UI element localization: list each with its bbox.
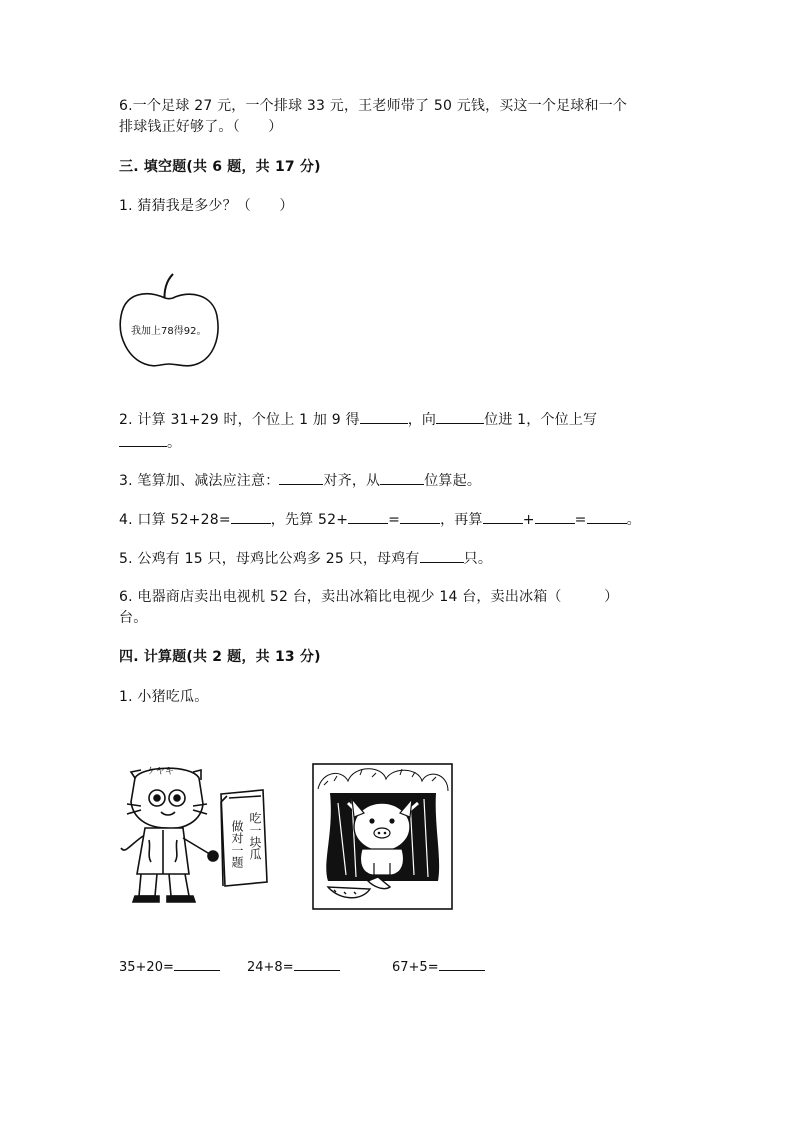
fill-q1: 1. 猜猜我是多少？（ ） — [119, 198, 294, 214]
fill-q4-blank-6[interactable] — [587, 509, 627, 524]
fill-q2-line2 — [119, 432, 181, 453]
judge-q6-line2: 排球钱正好够了。（ ） — [119, 119, 283, 135]
fill-q4-blank-4[interactable] — [483, 509, 523, 524]
calc-problem-2 — [247, 958, 340, 975]
fill-q3-text-a: 3. 笔算加、减法应注意： — [119, 473, 280, 489]
fill-q5-text-a: 5. 公鸡有 15 只，母鸡比公鸡多 25 只，母鸡有 — [119, 551, 420, 567]
fill-q4-text-g: 。 — [626, 512, 641, 528]
fill-q6-line2: 台。 — [119, 610, 148, 626]
fill-q3-text-b: 对齐，从 — [323, 473, 381, 489]
calc-problem-3 — [392, 958, 485, 975]
section3-heading: 三. 填空题(共 6 题，共 17 分) — [119, 159, 321, 175]
fill-q4-text-c: = — [388, 512, 401, 528]
calc-problem-1-text: 35+20= — [119, 960, 174, 975]
calc-q1: 1. 小猪吃瓜。 — [119, 689, 209, 705]
fill-q3 — [119, 470, 481, 491]
fill-q4-text-d: ，再算 — [440, 512, 483, 528]
fill-q3-text-c: 位算起。 — [424, 473, 482, 489]
fill-q2-text-a: 2. 计算 31+29 时，个位上 1 加 9 得 — [119, 412, 360, 428]
calc-problem-2-blank[interactable] — [294, 958, 340, 971]
tiger-hat-text: ケヤキ — [147, 767, 174, 777]
fill-q3-blank-1[interactable] — [279, 470, 323, 485]
sign-text-col1: 吃一块瓜 — [248, 812, 262, 860]
pig-watermelon-illustration — [312, 763, 454, 911]
fill-q2-blank-2[interactable] — [436, 409, 484, 424]
fill-q4-blank-2[interactable] — [348, 509, 388, 524]
fill-q5 — [119, 548, 492, 569]
fill-q6-line1: 6. 电器商店卖出电视机 52 台，卖出冰箱比电视少 14 台，卖出冰箱（ ） — [119, 589, 619, 605]
fill-q4-text-f: = — [574, 512, 587, 528]
calc-problem-2-text: 24+8= — [247, 960, 294, 975]
fill-q4-blank-1[interactable] — [231, 509, 271, 524]
calc-problem-1-blank[interactable] — [174, 958, 220, 971]
fill-q4 — [119, 509, 641, 530]
calc-problem-1 — [119, 958, 220, 975]
sign-text-col2: 做对一题 — [230, 820, 244, 868]
fill-q2-line1 — [119, 409, 597, 430]
fill-q2-text-d: 。 — [167, 435, 182, 451]
apple-label: 我加上78得92。 — [131, 326, 207, 337]
fill-q2-text-c: 位进 1，个位上写 — [484, 412, 598, 428]
fill-q3-blank-2[interactable] — [380, 470, 424, 485]
fill-q2-blank-1[interactable] — [360, 409, 408, 424]
section4-heading: 四. 计算题(共 2 题，共 13 分) — [119, 649, 321, 665]
judge-q6-line1: 6.一个足球 27 元，一个排球 33 元，王老师带了 50 元钱，买这一个足球和一个 — [119, 98, 628, 114]
fill-q4-text-a: 4. 口算 52+28= — [119, 512, 231, 528]
fill-q2-blank-3[interactable] — [119, 432, 167, 447]
fill-q4-blank-3[interactable] — [400, 509, 440, 524]
calc-problem-3-blank[interactable] — [439, 958, 485, 971]
fill-q4-blank-5[interactable] — [535, 509, 575, 524]
tiger-with-sign-illustration — [117, 764, 283, 910]
fill-q4-text-e: + — [522, 512, 535, 528]
fill-q5-blank[interactable] — [420, 548, 464, 563]
fill-q2-text-b: ，向 — [407, 412, 437, 428]
calc-problem-3-text: 67+5= — [392, 960, 439, 975]
apple-figure — [117, 272, 223, 372]
fill-q5-text-b: 只。 — [463, 551, 493, 567]
fill-q4-text-b: ，先算 52+ — [270, 512, 349, 528]
